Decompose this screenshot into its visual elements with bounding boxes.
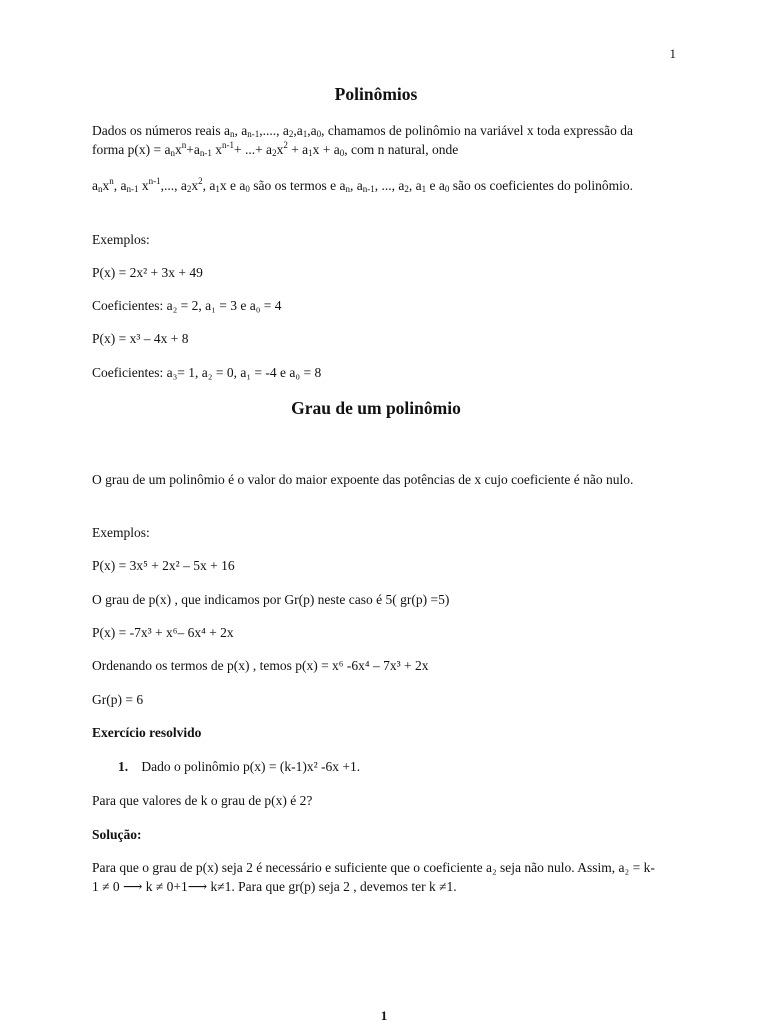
examples-label-1: Exemplos: [92, 232, 150, 247]
grau-definition: O grau de um polinômio é o valor do maior expoente das potências de x cujo coeficiente é não nulo. [92, 472, 634, 487]
question-text: Para que valores de k o grau de p(x) é 2? [92, 793, 313, 808]
example-4: P(x) = -7x³ + x⁶– 6x⁴ + 2x [92, 625, 234, 640]
page-number-bottom: 1 [380, 1008, 388, 1023]
intro-lead: Dados os números reais [92, 123, 221, 138]
example-2: P(x) = x³ – 4x + 8 [92, 331, 189, 346]
solution-label-text: Solução: [92, 827, 142, 842]
examples-label-2: Exemplos: [92, 525, 150, 540]
example-3: P(x) = 3x⁵ + 2x² – 5x + 16 [92, 558, 235, 573]
intro-mid: chamamos de polinômio na variável x toda expressão da forma p(x) = [92, 123, 634, 157]
solution-label [92, 825, 660, 844]
terms-paragraph: $a_nx^n$, $a_{n-1}$ $x^{n-1}$,..., $a_2x^2$, $a_1x$ e $a_0$ são os termos e $a_n$, $a_{n-1}$, ..., $a_2$, $a_1$ e $a_0$ são os coeficientes do polinômio. [92, 176, 634, 194]
terms-text: são os termos e [253, 178, 337, 193]
solution-text: Para que o grau de p(x) seja 2 é necessário e suficiente que o coeficiente a₂ seja não nulo. Assim, a₂ = k-1 ≠ 0 ⟶ k ≠ 0+1⟶ k≠1. Para que gr(p) seja 2 , devemos ter k ≠1. [92, 860, 655, 894]
exercise-number: 1. [118, 759, 129, 774]
intro-tail: , com n natural, onde [344, 142, 459, 157]
ordering-text: Ordenando os termos de p(x) , temos p(x) = x⁶ -6x⁴ – 7x³ + 2x [92, 658, 429, 673]
coef-text: são os coeficientes do polinômio. [452, 178, 634, 193]
exercise-title-text: Exercício resolvido [92, 725, 202, 740]
exercise-item-text: Dado o polinômio p(x) = (k-1)x² -6x +1. [141, 759, 361, 774]
intro-paragraph: Dados os números reais $a_n$, $a_{n-1}$,...., $a_2,a_1,a_0$, chamamos de polinômio na variável x toda expressão da forma $p(x) = a_nx^n+a_{n-1}$ $x^{n-1}+$ ...+ $a_2x^2 + a_1x + a_0$, com n natural, onde [92, 123, 634, 158]
example-1: P(x) = 2x² + 3x + 49 [92, 265, 203, 280]
grau-result: Gr(p) = 6 [92, 692, 144, 707]
coefficients-2: Coeficientes: a₃= 1, a₂ = 0, a₁ = -4 e a₀ = 8 [92, 365, 322, 380]
exercise-title [92, 723, 660, 742]
section-title: Grau de um polinômio [291, 398, 461, 418]
page-title: Polinômios [334, 84, 418, 104]
grau-text: O grau de p(x) , que indicamos por Gr(p) neste caso é 5( gr(p) =5) [92, 592, 450, 607]
page-number-top: 1 [669, 46, 676, 61]
coefficients-1: Coeficientes: a₂ = 2, a₁ = 3 e a₀ = 4 [92, 298, 282, 313]
exercise-item [118, 757, 660, 776]
